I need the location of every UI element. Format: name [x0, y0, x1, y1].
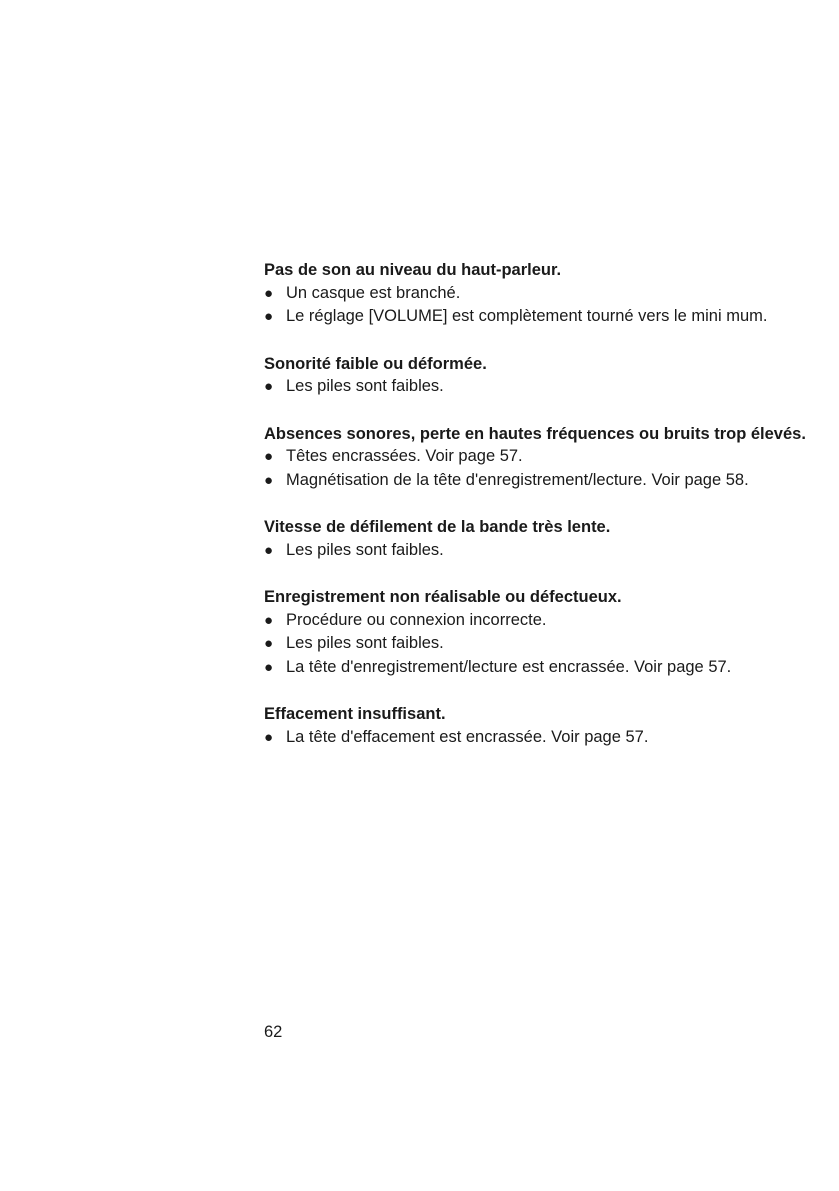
section-heading: Vitesse de défilement de la bande très lente.: [264, 518, 611, 536]
bullet-icon: ●: [264, 611, 274, 629]
list-item: [264, 445, 839, 469]
bullet-icon: ●: [264, 635, 274, 652]
list-item-text: Les piles sont faibles.: [286, 377, 444, 395]
section-recording-failure: [264, 586, 839, 679]
page-number: 62: [264, 1023, 283, 1041]
section-heading: Absences sonores, perte en hautes fréquences ou bruits trop élevés.: [264, 424, 806, 443]
list-item: [264, 375, 839, 399]
list-item-text: Magnétisation de la tête d'enregistrement/lecture. Voir page 58.: [286, 470, 749, 489]
list-item-text: Les piles sont faibles.: [286, 540, 444, 559]
list-item: [264, 305, 839, 329]
section-heading: Pas de son au niveau du haut-parleur.: [264, 261, 562, 279]
section-insufficient-erase: [264, 703, 839, 749]
section-heading: Effacement insuffisant.: [264, 705, 446, 723]
list-item: [264, 656, 839, 680]
list-item: [264, 726, 839, 750]
list-item: [264, 469, 839, 493]
section-sound-dropouts: [264, 423, 839, 493]
list-item-text: Têtes encrassées. Voir page 57.: [286, 447, 523, 465]
bullet-icon: ●: [264, 448, 274, 465]
list-item-text: La tête d'enregistrement/lecture est encrassée. Voir page 57.: [286, 657, 732, 676]
list-item: [264, 282, 839, 306]
section-slow-tape: [264, 516, 839, 562]
bullet-icon: ●: [264, 378, 274, 395]
list-item: [264, 632, 839, 656]
bullet-icon: ●: [264, 308, 274, 325]
list-item: [264, 609, 839, 633]
bullet-icon: ●: [264, 541, 274, 559]
list-item: [264, 539, 839, 563]
bullet-icon: ●: [264, 658, 274, 676]
bullet-icon: ●: [264, 471, 274, 489]
list-item-text: Procédure ou connexion incorrecte.: [286, 610, 547, 629]
list-item-text: Les piles sont faibles.: [286, 634, 444, 652]
troubleshooting-content: [264, 259, 839, 773]
list-item-text: Un casque est branché.: [286, 283, 461, 302]
section-no-speaker-sound: [264, 259, 839, 329]
section-heading: Sonorité faible ou déformée.: [264, 354, 487, 373]
list-item-text: Le réglage [VOLUME] est complètement tourné vers le mini mum.: [286, 307, 768, 325]
section-weak-sound: [264, 353, 839, 399]
bullet-icon: ●: [264, 284, 274, 302]
section-heading: Enregistrement non réalisable ou défectueux.: [264, 588, 622, 606]
bullet-icon: ●: [264, 728, 274, 746]
list-item-text: La tête d'effacement est encrassée. Voir page 57.: [286, 727, 649, 746]
